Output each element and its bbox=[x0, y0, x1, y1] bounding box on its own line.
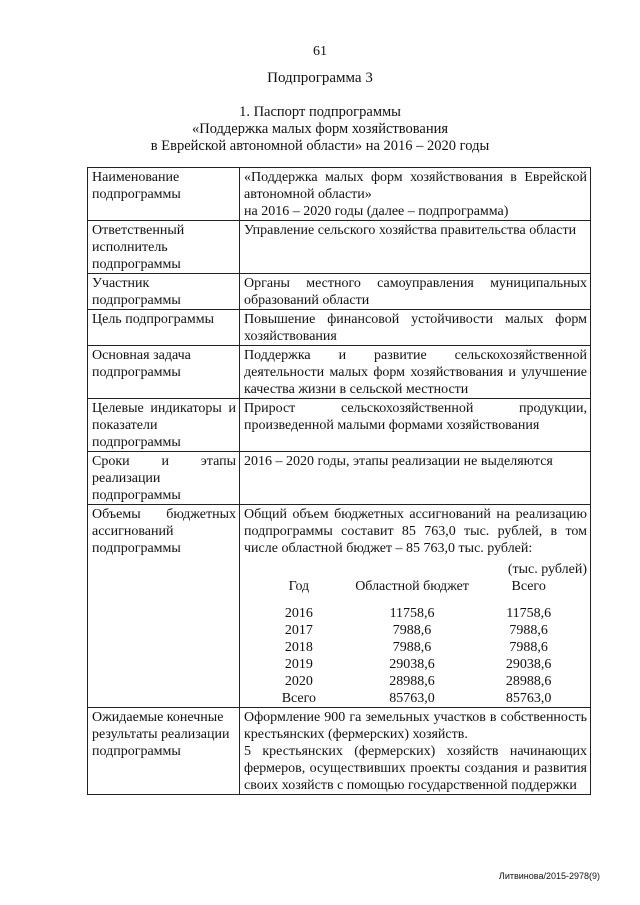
budget-regional: 7988,6 bbox=[392, 640, 432, 655]
row-value: Повышение финансовой устойчивости малых форм хозяйствования bbox=[240, 310, 591, 346]
budget-total: 7988,6 bbox=[509, 623, 548, 638]
result-paragraph: 5 крестьянских (фермерских) хозяйств начинающих фермеров, осуществивших проекты создания и развития своих хозяйств с помощью государственной поддержки bbox=[244, 744, 587, 793]
budget-total: 28988,6 bbox=[505, 674, 552, 689]
budget-row bbox=[244, 673, 587, 690]
value-line: на 2016 – 2020 годы (далее – подпрограмма) bbox=[244, 204, 509, 219]
row-value bbox=[240, 708, 591, 795]
budget-col-header: Год bbox=[288, 579, 310, 594]
table-row bbox=[88, 274, 591, 310]
budget-year: 2016 bbox=[284, 606, 313, 621]
label-line: Ответственный bbox=[92, 223, 185, 238]
table-row bbox=[88, 221, 591, 274]
row-label bbox=[88, 168, 240, 221]
passport-title bbox=[0, 104, 640, 155]
row-label: Сроки и этапы реализации подпрограммы bbox=[88, 452, 240, 505]
budget-total: 29038,6 bbox=[505, 657, 552, 672]
budget-cell bbox=[240, 505, 591, 708]
label-line: Участник bbox=[92, 276, 150, 291]
row-value: Органы местного самоуправления муниципальных образований области bbox=[240, 274, 591, 310]
row-value: Прирост сельскохозяйственной продукции, произведенной малыми формами хозяйствования bbox=[240, 399, 591, 452]
page-number: 61 bbox=[313, 44, 327, 59]
budget-col-header: Всего bbox=[511, 579, 546, 594]
budget-row bbox=[244, 639, 587, 656]
subprogram-title: Подпрограмма 3 bbox=[267, 70, 373, 86]
row-value: Управление сельского хозяйства правительства области bbox=[240, 221, 591, 274]
budget-table bbox=[244, 578, 587, 707]
table-row bbox=[88, 346, 591, 399]
budget-total: 85763,0 bbox=[505, 691, 552, 706]
table-row bbox=[88, 505, 591, 708]
value-line: «Поддержка малых форм хозяйствования в Еврейской автономной области» bbox=[244, 170, 587, 202]
label-line: подпрограммы bbox=[92, 257, 181, 272]
passport-title-line: «Поддержка малых форм хозяйствования bbox=[191, 121, 449, 137]
budget-regional: 7988,6 bbox=[392, 623, 432, 638]
budget-text: Общий объем бюджетных ассигнований на реализацию подпрограммы составит 85 763,0 тыс. рублей, в том числе областной бюджет – 85 763,0 тыс. рублей: bbox=[244, 507, 587, 556]
budget-regional: 28988,6 bbox=[389, 674, 435, 689]
budget-row bbox=[244, 605, 587, 622]
budget-row bbox=[244, 656, 587, 673]
row-label bbox=[88, 221, 240, 274]
budget-unit: (тыс. рублей) bbox=[507, 562, 587, 577]
budget-year: Всего bbox=[281, 691, 317, 706]
label-line: Наименование bbox=[92, 170, 180, 185]
row-label bbox=[88, 274, 240, 310]
budget-total: 7988,6 bbox=[509, 640, 548, 655]
table-row bbox=[88, 310, 591, 346]
budget-year: 2020 bbox=[284, 674, 313, 689]
budget-col-header: Областной бюджет bbox=[355, 579, 469, 594]
label-line: исполнитель bbox=[92, 240, 168, 255]
passport-title-line: в Еврейской автономной области» на 2016 – 2020 годы bbox=[150, 138, 490, 154]
passport-table bbox=[87, 167, 591, 795]
budget-regional: 29038,6 bbox=[389, 657, 435, 672]
row-value: Поддержка и развитие сельскохозяйственной деятельности малых форм хозяйствования и улучшение качества жизни в сельской местности bbox=[240, 346, 591, 399]
label-line: подпрограммы bbox=[92, 187, 181, 202]
budget-total: 11758,6 bbox=[506, 606, 552, 621]
row-label: Ожидаемые конечные результаты реализации подпрограммы bbox=[88, 708, 240, 795]
budget-regional: 85763,0 bbox=[389, 691, 435, 706]
budget-regional: 11758,6 bbox=[389, 606, 435, 621]
result-paragraph: Оформление 900 га земельных участков в собственность крестьянских (фермерских) хозяйств. bbox=[244, 710, 587, 742]
row-label: Основная задача подпрограммы bbox=[88, 346, 240, 399]
row-label: Целевые индикаторы и показатели подпрограммы bbox=[88, 399, 240, 452]
budget-year: 2017 bbox=[284, 623, 313, 638]
budget-row bbox=[244, 622, 587, 639]
row-value: 2016 – 2020 годы, этапы реализации не выделяются bbox=[240, 452, 591, 505]
table-row bbox=[88, 708, 591, 795]
table-row bbox=[88, 168, 591, 221]
row-value bbox=[240, 168, 591, 221]
footer-code: Литвинова/2015-2978(9) bbox=[498, 871, 600, 881]
table-row bbox=[88, 452, 591, 505]
budget-year: 2018 bbox=[284, 640, 313, 655]
row-label: Цель подпрограммы bbox=[88, 310, 240, 346]
passport-title-line: 1. Паспорт подпрограммы bbox=[239, 104, 401, 120]
budget-header-row bbox=[244, 578, 587, 595]
budget-spacer bbox=[244, 595, 354, 605]
row-label: Объемы бюджетных ассигнований подпрограммы bbox=[88, 505, 240, 708]
budget-row-total bbox=[244, 690, 587, 707]
budget-year: 2019 bbox=[284, 657, 313, 672]
table-row bbox=[88, 399, 591, 452]
label-line: подпрограммы bbox=[92, 293, 181, 308]
